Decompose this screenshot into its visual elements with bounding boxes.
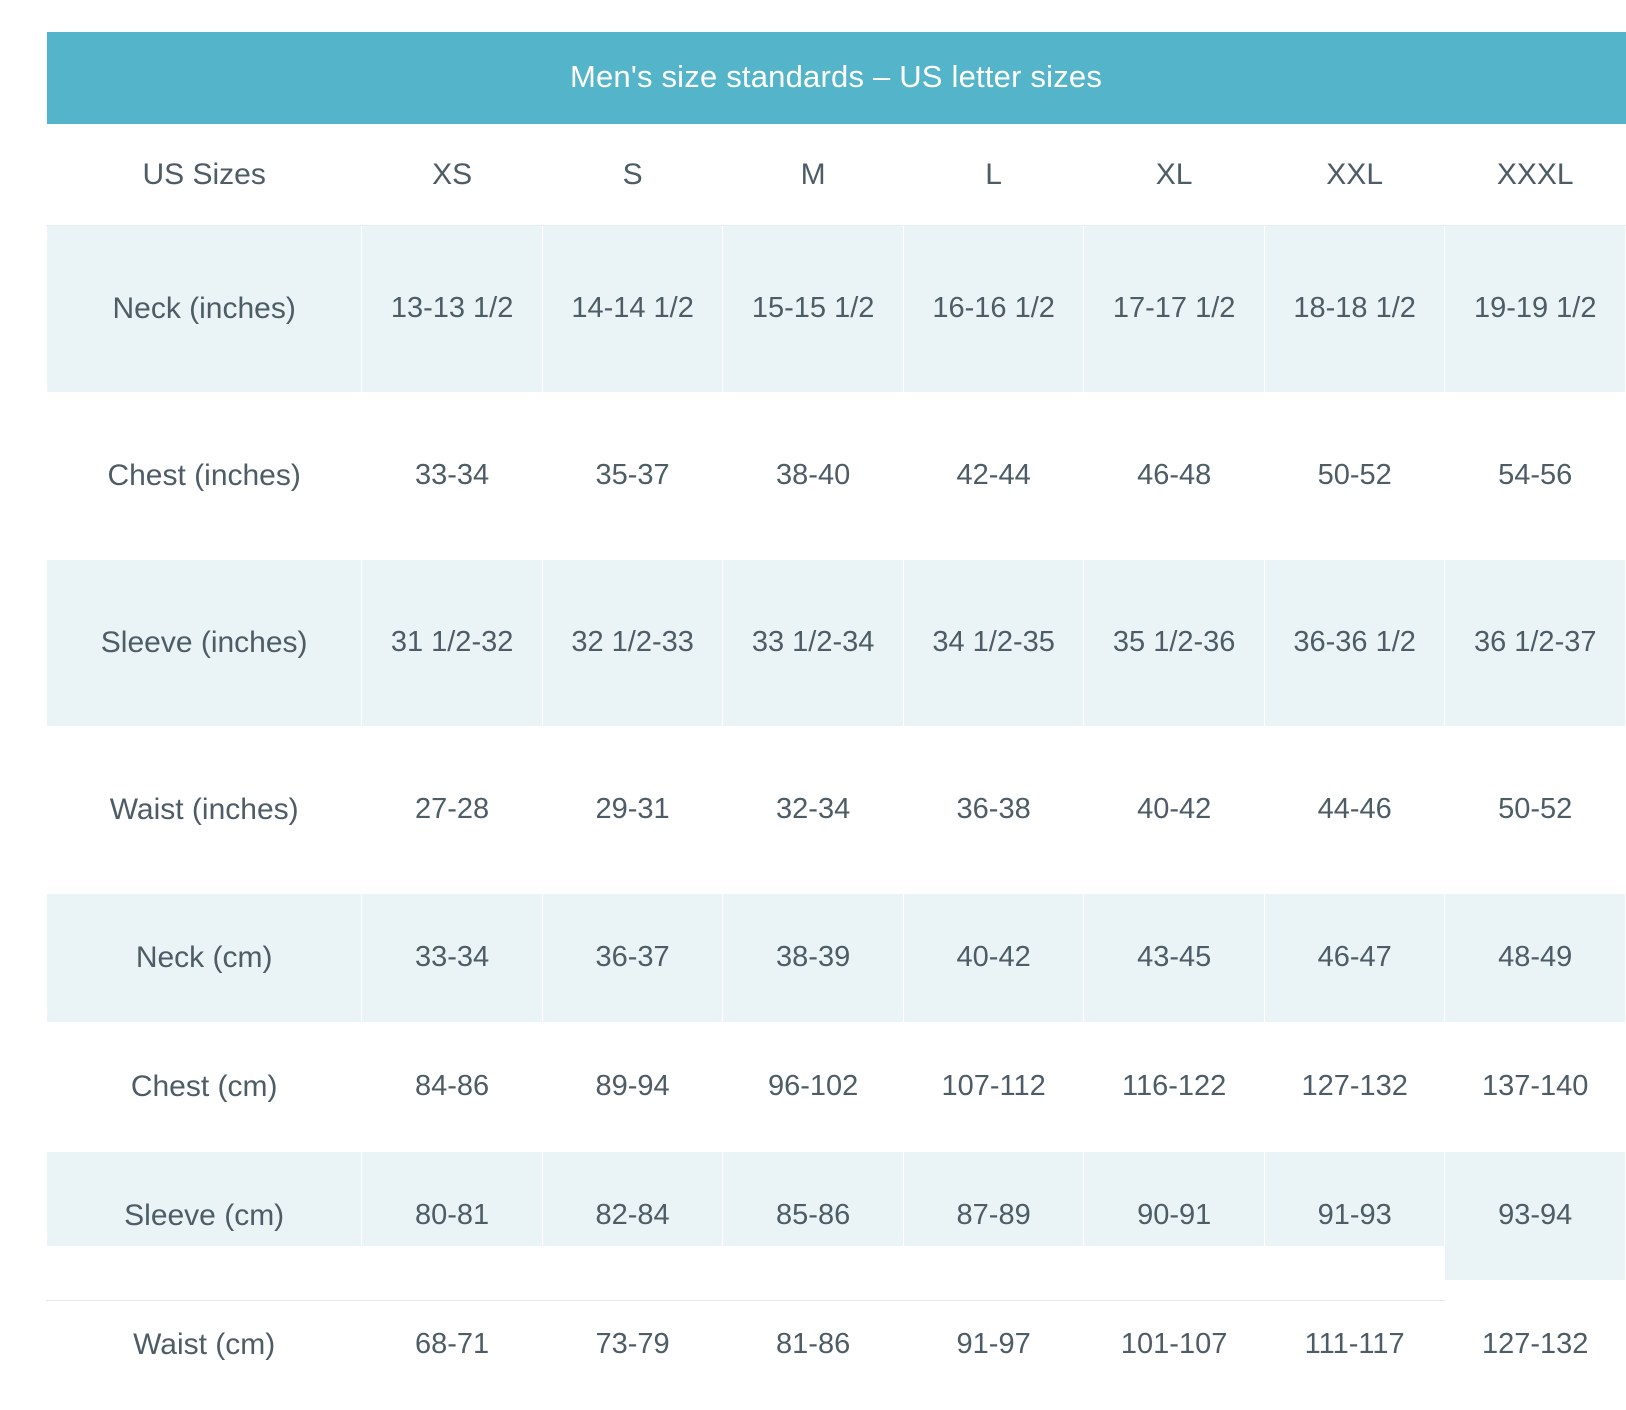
column-header-xl: XL — [1084, 125, 1265, 226]
cell-value: 54-56 — [1445, 392, 1626, 559]
size-standards-table — [46, 32, 1626, 1410]
cell-value: 89-94 — [542, 1022, 723, 1151]
cell-value: 80-81 — [362, 1151, 543, 1280]
cell-value: 87-89 — [903, 1151, 1084, 1280]
row-label: Chest (cm) — [47, 1022, 362, 1151]
cell-value: 91-93 — [1264, 1151, 1445, 1280]
row-label: Neck (cm) — [47, 893, 362, 1022]
row-label: Waist (cm) — [47, 1280, 362, 1409]
table-row — [47, 392, 1626, 559]
cell-value: 43-45 — [1084, 893, 1265, 1022]
column-header-m: M — [723, 125, 904, 226]
cell-value: 38-39 — [723, 893, 904, 1022]
cell-value: 81-86 — [723, 1280, 904, 1409]
cell-value: 82-84 — [542, 1151, 723, 1280]
table-header-row — [47, 125, 1626, 226]
cell-value: 34 1/2-35 — [903, 559, 1084, 726]
page-bottom-spacer — [0, 1246, 1445, 1300]
cell-value: 73-79 — [542, 1280, 723, 1409]
cell-value: 15-15 1/2 — [723, 225, 904, 392]
cell-value: 93-94 — [1445, 1151, 1626, 1280]
cell-value: 35 1/2-36 — [1084, 559, 1265, 726]
row-label: Chest (inches) — [47, 392, 362, 559]
cell-value: 42-44 — [903, 392, 1084, 559]
cell-value: 85-86 — [723, 1151, 904, 1280]
table-title: Men's size standards – US letter sizes — [47, 32, 1626, 125]
column-header-s: S — [542, 125, 723, 226]
column-header-xs: XS — [362, 125, 543, 226]
cell-value: 19-19 1/2 — [1445, 225, 1626, 392]
cell-value: 101-107 — [1084, 1280, 1265, 1409]
table-row — [47, 893, 1626, 1022]
cell-value: 40-42 — [1084, 726, 1265, 893]
cell-value: 50-52 — [1264, 392, 1445, 559]
cell-value: 35-37 — [542, 392, 723, 559]
cell-value: 33 1/2-34 — [723, 559, 904, 726]
cell-value: 36-36 1/2 — [1264, 559, 1445, 726]
row-label: Neck (inches) — [47, 225, 362, 392]
cell-value: 137-140 — [1445, 1022, 1626, 1151]
cell-value: 68-71 — [362, 1280, 543, 1409]
column-header-xxxl: XXXL — [1445, 125, 1626, 226]
cell-value: 14-14 1/2 — [542, 225, 723, 392]
table-row — [47, 559, 1626, 726]
row-label: Sleeve (inches) — [47, 559, 362, 726]
cell-value: 36-37 — [542, 893, 723, 1022]
cell-value: 116-122 — [1084, 1022, 1265, 1151]
cell-value: 16-16 1/2 — [903, 225, 1084, 392]
cell-value: 127-132 — [1445, 1280, 1626, 1409]
cell-value: 29-31 — [542, 726, 723, 893]
cell-value: 38-40 — [723, 392, 904, 559]
cell-value: 46-48 — [1084, 392, 1265, 559]
cell-value: 27-28 — [362, 726, 543, 893]
cell-value: 50-52 — [1445, 726, 1626, 893]
cell-value: 46-47 — [1264, 893, 1445, 1022]
column-header-xxl: XXL — [1264, 125, 1445, 226]
cell-value: 32 1/2-33 — [542, 559, 723, 726]
cell-value: 48-49 — [1445, 893, 1626, 1022]
row-label: Sleeve (cm) — [47, 1151, 362, 1280]
cell-value: 33-34 — [362, 392, 543, 559]
cell-value: 111-117 — [1264, 1280, 1445, 1409]
cell-value: 31 1/2-32 — [362, 559, 543, 726]
cell-value: 107-112 — [903, 1022, 1084, 1151]
cell-value: 32-34 — [723, 726, 904, 893]
table-title-row — [47, 32, 1626, 125]
cell-value: 84-86 — [362, 1022, 543, 1151]
table-row — [47, 1022, 1626, 1151]
cell-value: 18-18 1/2 — [1264, 225, 1445, 392]
cell-value: 36-38 — [903, 726, 1084, 893]
cell-value: 127-132 — [1264, 1022, 1445, 1151]
cell-value: 90-91 — [1084, 1151, 1265, 1280]
table-row — [47, 225, 1626, 392]
cell-value: 40-42 — [903, 893, 1084, 1022]
column-header-l: L — [903, 125, 1084, 226]
cell-value: 36 1/2-37 — [1445, 559, 1626, 726]
size-chart-container — [46, 32, 1597, 1410]
cell-value: 96-102 — [723, 1022, 904, 1151]
row-label: Waist (inches) — [47, 726, 362, 893]
cell-value: 33-34 — [362, 893, 543, 1022]
footer-divider — [46, 1300, 1445, 1301]
cell-value: 13-13 1/2 — [362, 225, 543, 392]
cell-value: 44-46 — [1264, 726, 1445, 893]
cell-value: 91-97 — [903, 1280, 1084, 1409]
cell-value: 17-17 1/2 — [1084, 225, 1265, 392]
table-row — [47, 726, 1626, 893]
column-header-us-sizes: US Sizes — [47, 125, 362, 226]
